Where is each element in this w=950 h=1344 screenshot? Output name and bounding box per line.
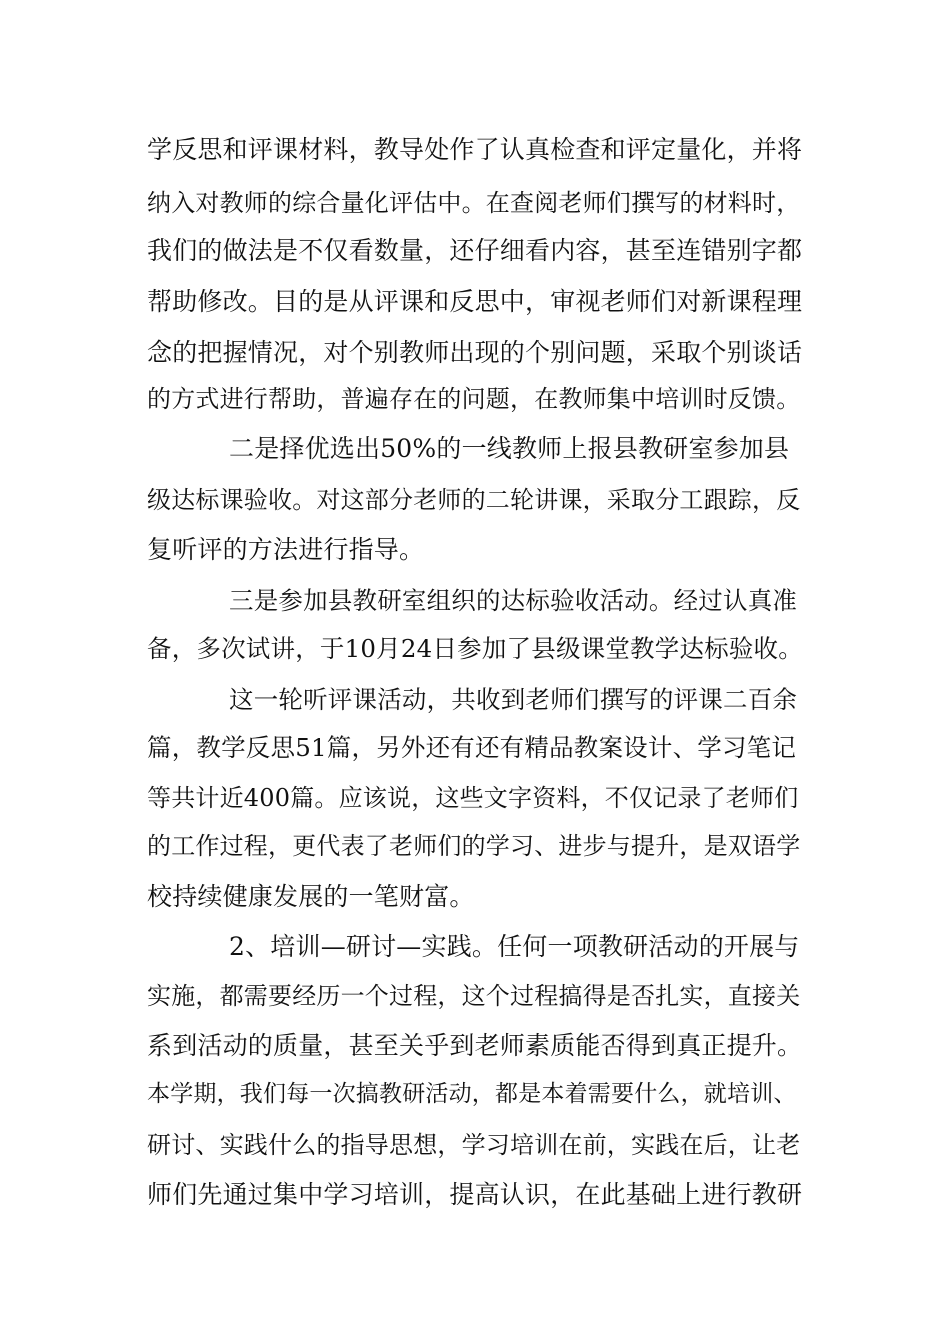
- text-line: 系到活动的质量，甚至关乎到老师素质能否得到真正提升。: [147, 1031, 803, 1060]
- text-line: 这一轮听评课活动，共收到老师们撰写的评课二百余: [229, 685, 798, 714]
- text-line: 学反思和评课材料，教导处作了认真检查和评定量化，并将: [147, 135, 803, 164]
- text-line: 的工作过程，更代表了老师们的学习、进步与提升，是双语学: [147, 832, 801, 860]
- text-line: 我们的做法是不仅看数量，还仔细看内容，甚至连错别字都: [147, 236, 803, 265]
- text-line: 级达标课验收。对这部分老师的二轮讲课，采取分工跟踪，反: [147, 486, 801, 514]
- text-line: 复听评的方法进行指导。: [147, 535, 425, 564]
- text-line: 研讨、实践什么的指导思想，学习培训在前，实践在后，让老: [147, 1131, 801, 1159]
- text-line: 实施，都需要经历一个过程，这个过程搞得是否扎实，直接关: [147, 982, 801, 1010]
- text-line: 校持续健康发展的一笔财富。: [147, 882, 475, 911]
- text-line: 纳入对教师的综合量化评估中。在查阅老师们撰写的材料时，: [147, 189, 801, 217]
- text-line: 本学期，我们每一次搞教研活动，都是本着需要什么，就培训、: [147, 1081, 797, 1107]
- text-line: 备，多次试讲，于10月24日参加了县级课堂教学达标验收。: [147, 634, 803, 663]
- text-line: 等共计近400篇。应该说，这些文字资料，不仅记录了老师们: [147, 784, 799, 812]
- text-line: 帮助修改。目的是从评课和反思中，审视老师们对新课程理: [147, 287, 803, 316]
- text-line: 三是参加县教研室组织的达标验收活动。经过认真准: [229, 586, 798, 615]
- text-line: 念的把握情况，对个别教师出现的个别问题，采取个别谈话: [147, 338, 803, 367]
- text-line: 二是择优选出50%的一线教师上报县教研室参加县: [229, 434, 790, 463]
- text-line: 篇，教学反思51篇，另外还有还有精品教案设计、学习笔记: [147, 733, 797, 762]
- text-line: 的方式进行帮助，普遍存在的问题，在教师集中培训时反馈。: [147, 385, 801, 413]
- text-line: 2、培训—研讨—实践。任何一项教研活动的开展与: [229, 932, 800, 961]
- text-line: 师们先通过集中学习培训，提高认识，在此基础上进行教研: [147, 1180, 803, 1209]
